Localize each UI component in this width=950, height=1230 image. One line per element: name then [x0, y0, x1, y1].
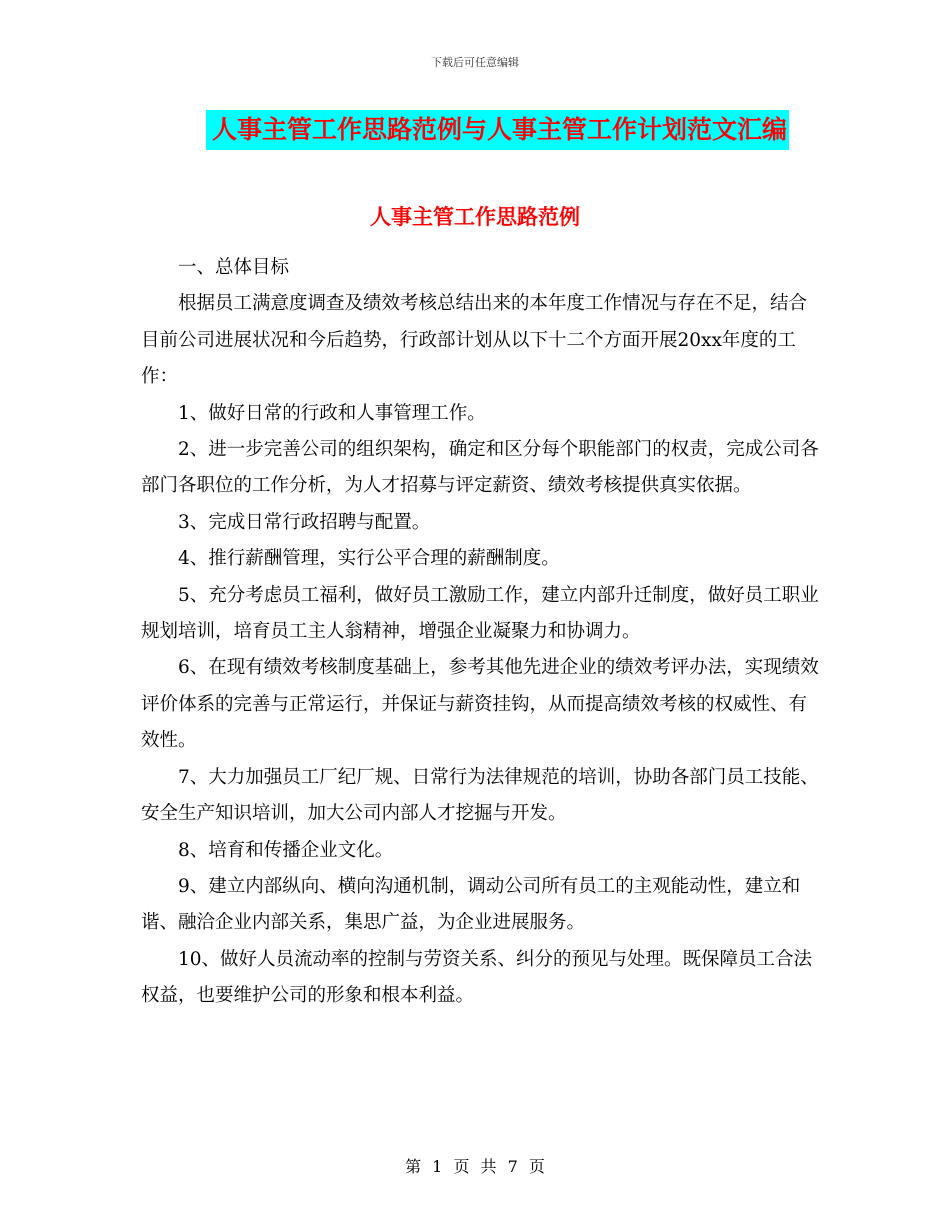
- heading-overall-goal: 一、总体目标: [178, 257, 290, 278]
- document-body: [141, 250, 821, 1015]
- document-title-container: [0, 110, 950, 150]
- list-item-8: 8、培育和传播企业文化。: [178, 839, 394, 861]
- list-item-2: 2、进一步完善公司的组织架构，确定和区分每个职能部门的权责，完成公司各部门各职位的工作分析，为人才招募与评定薪资、绩效考核提供真实依据。: [141, 439, 819, 497]
- header-note: 下载后可任意编辑: [431, 56, 519, 69]
- paragraph-intro: 根据员工满意度调查及绩效考核总结出来的本年度工作情况与存在不足，结合目前公司进展状况和今后趋势，行政部计划从以下十二个方面开展20xx年度的工作：: [141, 293, 808, 388]
- list-item-1: 1、做好日常的行政和人事管理工作。: [178, 402, 486, 424]
- section-title: 人事主管工作思路范例: [370, 204, 580, 229]
- list-item-9: 9、建立内部纵向、横向沟通机制，调动公司所有员工的主观能动性，建立和谐、融洽企业内部关系，集思广益，为企业进展服务。: [141, 875, 801, 934]
- list-item-5: 5、充分考虑员工福利，做好员工激励工作，建立内部升迁制度，做好员工职业规划培训，培育员工主人翁精神，增强企业凝聚力和协调力。: [141, 584, 819, 643]
- document-title: 人事主管工作思路范例与人事主管工作计划范文汇编: [206, 110, 789, 150]
- list-item-7: 7、大力加强员工厂纪厂规、日常行为法律规范的培训，协助各部门员工技能、安全生产知识培训，加大公司内部人才挖掘与开发。: [141, 766, 819, 825]
- page-footer: 第 1 页 共 7 页: [405, 1157, 545, 1176]
- list-item-4: 4、推行薪酬管理，实行公平合理的薪酬制度。: [178, 548, 560, 570]
- list-item-3: 3、完成日常行政招聘与配置。: [178, 511, 431, 533]
- list-item-6: 6、在现有绩效考核制度基础上，参考其他先进企业的绩效考评办法，实现绩效评价体系的完善与正常运行，并保证与薪资挂钩，从而提高绩效考核的权威性、有效性。: [141, 657, 819, 752]
- list-item-10: 10、做好人员流动率的控制与劳资关系、纠分的预见与处理。既保障员工合法权益，也要维护公司的形象和根本利益。: [141, 948, 813, 1007]
